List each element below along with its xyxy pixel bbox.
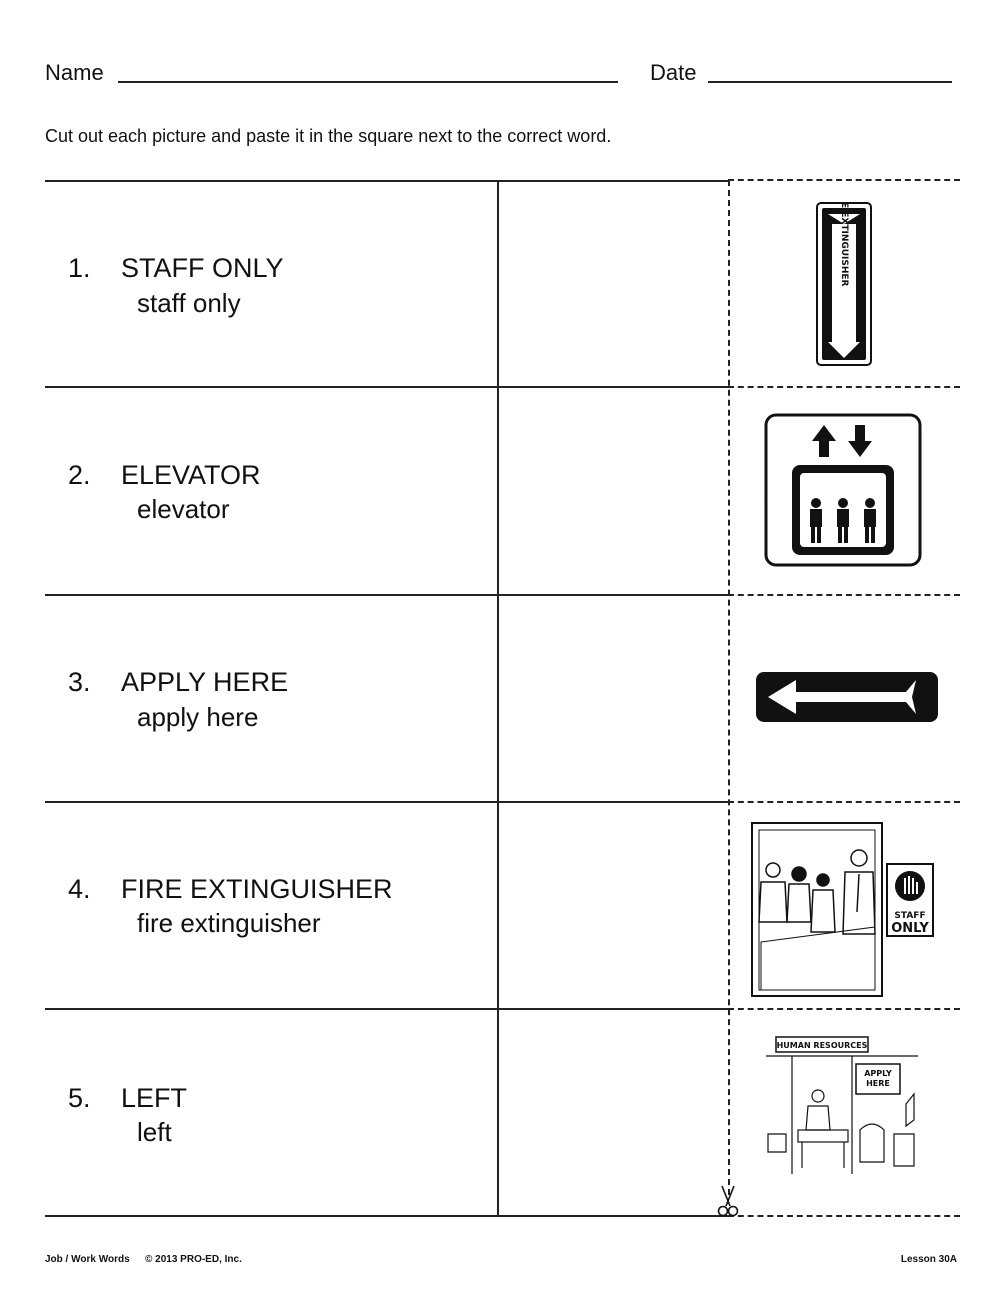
name-label: Name bbox=[45, 60, 104, 85]
fire-sign-text: FIRE EXTINGUISHER bbox=[839, 202, 849, 287]
item-word-upper: APPLY HERE bbox=[121, 667, 289, 697]
left-arrow-sign-picture[interactable] bbox=[756, 672, 938, 722]
staff-sign-line1: STAFF bbox=[894, 911, 926, 921]
item-word-upper: FIRE EXTINGUISHER bbox=[121, 874, 393, 904]
cut-line bbox=[728, 1008, 960, 1010]
paste-square-5[interactable] bbox=[499, 1010, 727, 1214]
item-number: 3. bbox=[68, 667, 91, 697]
hr-sign-text: HUMAN RESOURCES bbox=[776, 1041, 868, 1050]
item-word-lower: staff only bbox=[137, 288, 241, 318]
cut-line-vertical bbox=[728, 180, 730, 1195]
scissors-icon bbox=[716, 1184, 740, 1218]
staff-only-scene-picture[interactable] bbox=[751, 822, 935, 997]
fire-extinguisher-sign-picture[interactable] bbox=[816, 202, 872, 366]
apply-sign-line1: APPLY bbox=[864, 1069, 892, 1078]
item-word-lower: fire extinguisher bbox=[137, 908, 321, 938]
item-word-upper: STAFF ONLY bbox=[121, 253, 284, 283]
cut-line bbox=[728, 594, 960, 596]
footer-lesson: Lesson 30A bbox=[900, 1254, 957, 1265]
instructions: Cut out each picture and paste it in the square next to the correct word. bbox=[45, 126, 612, 146]
cut-line bbox=[728, 1215, 960, 1217]
human-resources-office-picture[interactable] bbox=[762, 1034, 922, 1180]
footer-series: Job / Work Words bbox=[45, 1254, 130, 1265]
item-word-upper: ELEVATOR bbox=[121, 460, 261, 490]
cut-line bbox=[728, 179, 960, 181]
date-label: Date bbox=[650, 60, 697, 85]
elevator-sign-picture[interactable] bbox=[764, 413, 922, 567]
table-rule bbox=[45, 1215, 728, 1217]
item-number: 1. bbox=[68, 253, 91, 283]
cut-line bbox=[728, 801, 960, 803]
item-word-lower: apply here bbox=[137, 702, 259, 732]
item-number: 5. bbox=[68, 1083, 91, 1113]
item-number: 2. bbox=[68, 460, 91, 490]
paste-square-4[interactable] bbox=[499, 803, 727, 1007]
item-number: 4. bbox=[68, 874, 91, 904]
cut-line bbox=[728, 386, 960, 388]
item-word-lower: elevator bbox=[137, 494, 230, 524]
footer-copyright: © 2013 PRO-ED, Inc. bbox=[145, 1254, 242, 1265]
name-blank[interactable] bbox=[118, 81, 618, 83]
date-blank[interactable] bbox=[708, 81, 952, 83]
paste-square-3[interactable] bbox=[499, 596, 727, 800]
paste-square-1[interactable] bbox=[499, 182, 727, 385]
paste-square-2[interactable] bbox=[499, 388, 727, 593]
item-word-lower: left bbox=[137, 1117, 172, 1147]
staff-sign-line2: ONLY bbox=[891, 921, 929, 936]
apply-sign-line2: HERE bbox=[866, 1079, 890, 1088]
item-word-upper: LEFT bbox=[121, 1083, 188, 1113]
